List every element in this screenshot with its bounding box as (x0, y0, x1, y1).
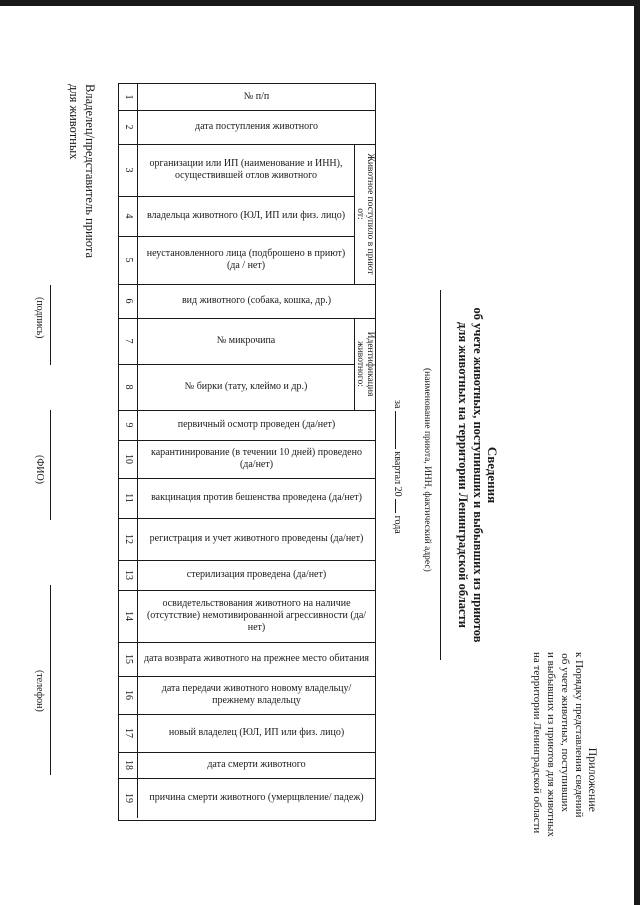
row-label-cell (138, 676, 375, 714)
group-admitted-cell-label: Животное поступило в приют от: (355, 153, 375, 275)
row-label-cell (138, 284, 375, 318)
signature-title (66, 84, 98, 258)
row-number: 2 (123, 124, 134, 130)
row-number-cell (119, 714, 138, 752)
row-number: 4 (123, 213, 134, 219)
row-label-cell (138, 84, 375, 110)
row-number: 1 (123, 94, 134, 100)
row-number-cell (119, 84, 138, 110)
group-admitted-cell (355, 144, 375, 284)
row-label: организации или ИП (наименование и ИНН), осуществившей отлов животного (149, 158, 343, 181)
appendix-line1: Приложение (586, 747, 600, 812)
group-identification-cell-label: Идентификация животного: (355, 331, 375, 397)
record-table (118, 83, 376, 821)
row-label: освидетельствования животного на наличие (отсутствие) немотивированной агрессивности (да/нет) (146, 598, 367, 633)
row-label: новый владелец (ЮЛ, ИП или физ. лицо) (168, 727, 345, 738)
row-number-cell (119, 440, 138, 478)
signature-sign-line (50, 285, 51, 365)
row-label: № микрочипа (216, 335, 276, 346)
row-label-cell (138, 518, 375, 560)
signature-fio-caption: (ФИО) (34, 455, 45, 485)
row-label-cell (138, 318, 355, 364)
row-number-cell (119, 364, 138, 410)
row-number-cell (119, 676, 138, 714)
row-label-cell (138, 752, 375, 778)
row-label-cell (138, 778, 375, 818)
row-label-cell (138, 714, 375, 752)
group-identification-cell (355, 318, 375, 410)
row-label-cell (138, 440, 375, 478)
row-label: карантинирование (в течении 10 дней) проведено (да/нет) (151, 447, 362, 470)
row-number: 11 (123, 493, 134, 503)
row-label: стерилизация проведена (да/нет) (186, 569, 327, 580)
row-number: 8 (123, 384, 134, 390)
row-number: 13 (123, 570, 134, 580)
right-scan-border (634, 6, 640, 905)
row-number: 12 (123, 534, 134, 544)
period-middle: квартал 20 (392, 451, 403, 497)
row-number: 16 (123, 690, 134, 700)
period-blank-1 (395, 411, 396, 449)
row-label-cell (138, 478, 375, 518)
row-number-cell (119, 284, 138, 318)
signature-line1: Владелец/представитель приюта (83, 84, 97, 259)
row-number-cell (119, 110, 138, 144)
row-number: 6 (123, 298, 134, 304)
row-label-cell (138, 560, 375, 590)
row-number-cell (119, 642, 138, 676)
period-blank-2 (395, 499, 396, 513)
row-label-cell (138, 642, 375, 676)
appendix-line4: и выбывших из приютов для животных (545, 652, 557, 837)
title-block (455, 285, 500, 665)
appendix-line2: к Порядку представления сведений (573, 652, 585, 818)
top-scan-border (0, 0, 640, 6)
row-number-cell (119, 318, 138, 364)
row-number-cell (119, 752, 138, 778)
row-label-cell (138, 590, 375, 642)
row-label: вид животного (собака, кошка, др.) (181, 295, 332, 306)
row-label: № бирки (тату, клеймо и др.) (184, 381, 308, 392)
row-label: неустановленного лица (подброшено в приют) (да / нет) (146, 248, 346, 271)
row-label: причина смерти животного (умерщвление/ падеж) (149, 792, 364, 803)
row-label-cell (138, 410, 375, 440)
signature-fio-line (50, 410, 51, 520)
shelter-caption: (наименование приюта, ИНН, фактический адрес) (422, 368, 432, 572)
row-number-cell (119, 778, 138, 818)
row-label: дата возврата животного на прежнее место обитания (143, 653, 370, 664)
signature-phone-caption: (телефон) (34, 670, 45, 712)
row-number: 19 (123, 793, 134, 803)
row-number: 15 (123, 654, 134, 664)
row-label-cell (138, 110, 375, 144)
row-number: 7 (123, 338, 134, 344)
row-number-cell (119, 590, 138, 642)
period-line (392, 400, 403, 534)
row-number-cell (119, 196, 138, 236)
shelter-name-line (440, 290, 441, 660)
title-line1: Сведения (485, 446, 500, 504)
row-label: владельца животного (ЮЛ, ИП или физ. лицо) (146, 210, 346, 221)
appendix-block (530, 652, 600, 837)
row-label-cell (138, 236, 355, 284)
row-number-cell (119, 560, 138, 590)
row-number: 10 (123, 454, 134, 464)
row-number-cell (119, 478, 138, 518)
row-label: № п/п (243, 91, 270, 102)
row-label: первичный осмотр проведен (да/нет) (177, 419, 336, 430)
title-line2: об учете животных, поступивших и выбывших из приютов (471, 307, 485, 643)
row-label-cell (138, 144, 355, 196)
row-number: 14 (123, 611, 134, 621)
title-line3: для животных на территории Ленинградской области (456, 322, 470, 628)
row-label: вакцинация против бешенства проведена (да/нет) (151, 492, 362, 503)
period-suffix: года (392, 515, 403, 534)
row-number-cell (119, 236, 138, 284)
row-label: дата передачи животного новому владельцу/ прежнему владельцу (161, 683, 352, 706)
row-label: дата смерти животного (207, 759, 306, 770)
signature-phone-line (50, 585, 51, 775)
appendix-line5: на территории Ленинградской области (531, 652, 543, 834)
row-number: 3 (123, 167, 134, 173)
row-number-cell (119, 518, 138, 560)
row-label-cell (138, 196, 355, 236)
row-number-cell (119, 144, 138, 196)
signature-sign-caption: (подпись) (34, 297, 45, 339)
row-number: 5 (123, 257, 134, 263)
period-prefix: за (392, 400, 403, 409)
row-number: 18 (123, 760, 134, 770)
signature-line2: для животных (67, 84, 81, 160)
row-label: дата поступления животного (195, 121, 318, 132)
appendix-line3: об учете животных, поступивших (559, 653, 571, 812)
row-number-cell (119, 410, 138, 440)
row-number: 17 (123, 728, 134, 738)
row-number: 9 (123, 422, 134, 428)
row-label: регистрация и учет животного проведены (да/нет) (149, 533, 364, 544)
row-label-cell (138, 364, 355, 410)
